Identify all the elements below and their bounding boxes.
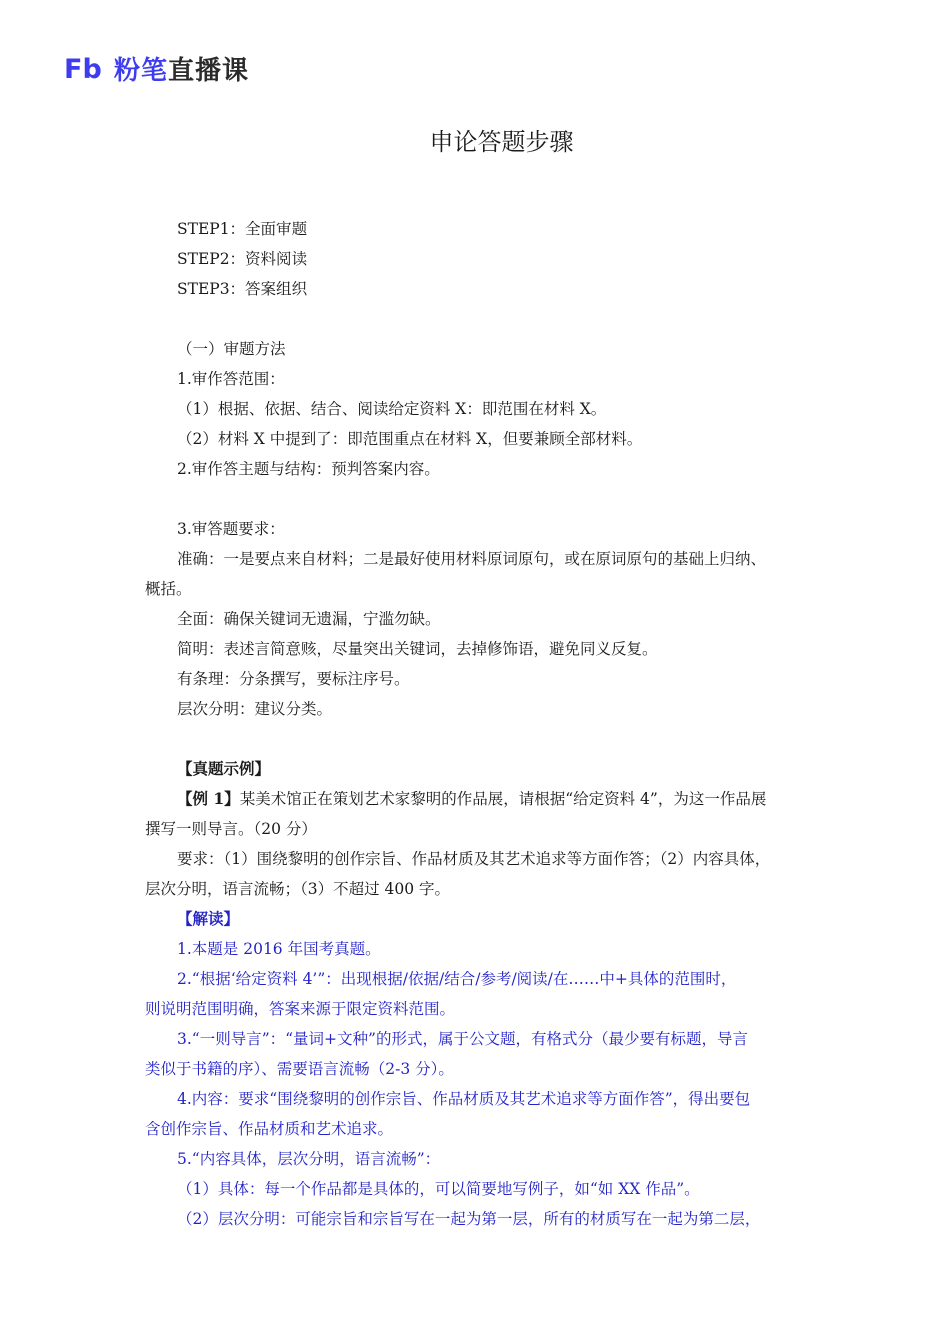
example-label: 【例 1】 — [177, 789, 240, 808]
step-2: STEP2：资料阅读 — [177, 250, 308, 268]
section-1-item-1: （1）根据、依据、结合、阅读给定资料 X：即范围在材料 X。 — [177, 400, 607, 418]
analysis-4-line-2: 含创作宗旨、作品材质和艺术追求。 — [145, 1120, 394, 1138]
analysis-2-line-1: 2.“根据‘给定资料 4’”：出现根据/依据/结合/参考/阅读/在……中+具体的范围时， — [177, 970, 737, 988]
section-3-heading: 3.审答题要求： — [177, 520, 285, 538]
brand-name — [114, 50, 249, 87]
analysis-3-line-1: 3.“一则导言”：“量词+文种”的形式，属于公文题，有格式分（最少要有标题，导言 — [177, 1030, 748, 1048]
analysis-3-line-2: 类似于书籍的序）、需要语言流畅（2-3 分）。 — [145, 1060, 454, 1078]
accuracy-line-2: 概括。 — [145, 580, 192, 598]
requirement-concise: 简明：表述言简意赅，尽量突出关键词，去掉修饰语，避免同义反复。 — [177, 640, 658, 658]
document-body — [145, 214, 810, 1234]
accuracy-line-1: 准确：一是要点来自材料；二是最好使用材料原词原句，或在原词原句的基础上归纳、 — [177, 550, 767, 568]
example-question-line-1 — [145, 784, 810, 814]
fenbi-logo-icon — [64, 53, 106, 83]
section-1-heading: 1.审作答范围： — [177, 370, 285, 388]
analysis-4-line-1: 4.内容：要求“围绕黎明的创作宗旨、作品材质及其艺术追求等方面作答”，得出要包 — [177, 1090, 751, 1108]
method-heading: （一）审题方法 — [177, 340, 286, 358]
analysis-1: 1.本题是 2016 年国考真题。 — [177, 940, 381, 958]
example-requirement-line-1: 要求：（1）围绕黎明的创作宗旨、作品材质及其艺术追求等方面作答；（2）内容具体， — [177, 850, 771, 868]
requirement-layered: 层次分明：建议分类。 — [177, 700, 333, 718]
example-heading: 【真题示例】 — [177, 759, 271, 778]
brand-name-rest: 直播课 — [168, 55, 250, 86]
analysis-2-line-2: 则说明范围明确，答案来源于限定资料范围。 — [145, 1000, 456, 1018]
page-title: 申论答题步骤 — [429, 128, 574, 156]
section-1-item-2: （2）材料 X 中提到了：即范围重点在材料 X，但要兼顾全部材料。 — [177, 430, 643, 448]
brand-logo — [64, 50, 249, 86]
logo-mark-text: Fb — [64, 54, 102, 83]
example-question-line-2: 撰写一则导言。（20 分） — [145, 820, 317, 838]
section-2-heading: 2.审作答主题与结构：预判答案内容。 — [177, 460, 440, 478]
example-requirement-line-2: 层次分明，语言流畅；（3）不超过 400 字。 — [145, 880, 451, 898]
requirement-complete: 全面：确保关键词无遗漏，宁滥勿缺。 — [177, 610, 441, 628]
analysis-5: 5.“内容具体，层次分明，语言流畅”： — [177, 1150, 441, 1168]
analysis-5-subitem-2: （2）层次分明：可能宗旨和宗旨写在一起为第一层，所有的材质写在一起为第二层， — [177, 1210, 761, 1228]
analysis-5-subitem-1: （1）具体：每一个作品都是具体的，可以简要地写例子，如“如 XX 作品”。 — [177, 1180, 700, 1198]
step-3: STEP3：答案组织 — [177, 280, 308, 298]
step-1: STEP1：全面审题 — [177, 220, 308, 238]
example-question-text: 某美术馆正在策划艺术家黎明的作品展，请根据“给定资料 4”，为这一作品展 — [239, 790, 767, 808]
requirement-organized: 有条理：分条撰写，要标注序号。 — [177, 670, 410, 688]
brand-name-accent: 粉笔 — [114, 55, 169, 86]
analysis-heading: 【解读】 — [177, 909, 240, 928]
